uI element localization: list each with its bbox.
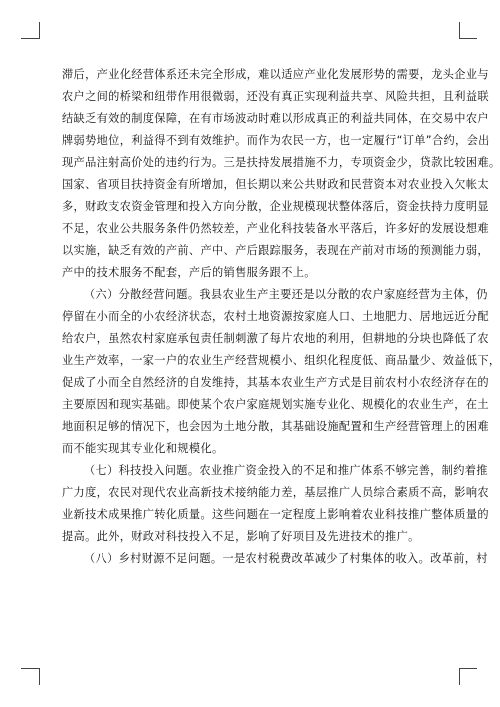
text-line: 结缺乏有效的制度保障，在有市场波动时难以形成真正的利益共同体，在交易中农户	[62, 112, 489, 125]
text-line: 牌弱势地位，利益得不到有效维护。而作为农民一方，也一定履行“订单”合约，会出	[62, 134, 490, 147]
text-line: 而不能实现其专业化和规模化。	[62, 442, 224, 455]
text-line: 滞后，产业化经营体系还未完全形成，难以适应产业化发展形势的需要，龙头企业与	[62, 68, 489, 81]
text-line: （六）分散经营问题。我县农业生产主要还是以分散的农户家庭经营为主体，仍	[84, 288, 488, 301]
text-line: 主要原因和现实基础。即使某个农户家庭规划实施专业化、规模化的农业生产，在土	[62, 398, 489, 411]
text-line: 农户之间的桥梁和纽带作用很微弱，还没有真正实现利益共享、风险共担，且利益联	[62, 90, 489, 103]
text-line: 业新技术成果推广转化质量。这些问题在一定程度上影响着农业科技推广整体质量的	[62, 508, 489, 521]
text-line: 以实施，缺乏有效的产前、产中、产后跟踪服务，表现在产前对市场的预测能力弱，	[62, 244, 489, 257]
text-line: 给农户，虽然农村家庭承包责任制刺激了每片农地的利用，但耕地的分块也降低了农	[62, 332, 489, 345]
document-body	[62, 64, 500, 570]
text-line: 多，财政支农资金管理和投入方向分散，企业规模现状整体落后，资金扶持力度明显	[62, 200, 489, 213]
text-line: （八）乡村财源不足问题。一是农村税费改革减少了村集体的收入。改革前，村	[84, 552, 488, 565]
text-line: 国家、省项目扶持资金有所增加，但长期以来公共财政和民营资本对农业投入欠帐太	[62, 178, 489, 191]
text-line: 现产品注射高价处的违约行为。三是扶持发展措施不力，专项资金少，贷款比较困难。	[62, 156, 500, 169]
text-line: 广力度，农民对现代农业高新技术接纳能力差，基层推广人员综合素质不高，影响农	[62, 486, 489, 499]
text-line: 促成了小而全自然经济的自发维持，其基本农业生产方式是目前农村小农经济存在的	[62, 376, 489, 389]
text-line: 业生产效率，一家一户的农业生产经营规模小、组织化程度低、商品量少、效益低下，	[62, 354, 500, 367]
text-line: （七）科技投入问题。农业推广资金投入的不足和推广体系不够完善，制约着推	[84, 464, 488, 477]
text-line: 产中的技术服务不配套，产后的销售服务跟不上。	[62, 266, 316, 279]
text-line: 停留在小而全的小农经济状态，农村土地资源按家庭人口、土地肥力、居地远近分配	[62, 310, 489, 323]
text-line: 不足，农业公共服务条件仍然较差，产业化科技装备水平落后，许多好的发展设想难	[62, 222, 489, 235]
text-line: 地面积足够的情况下，也会因为土地分散，其基础设施配置和生产经营管理上的困难	[62, 420, 489, 433]
text-line: 提高。此外，财政对科技投入不足，影响了好项目及先进技术的推广。	[62, 530, 420, 543]
